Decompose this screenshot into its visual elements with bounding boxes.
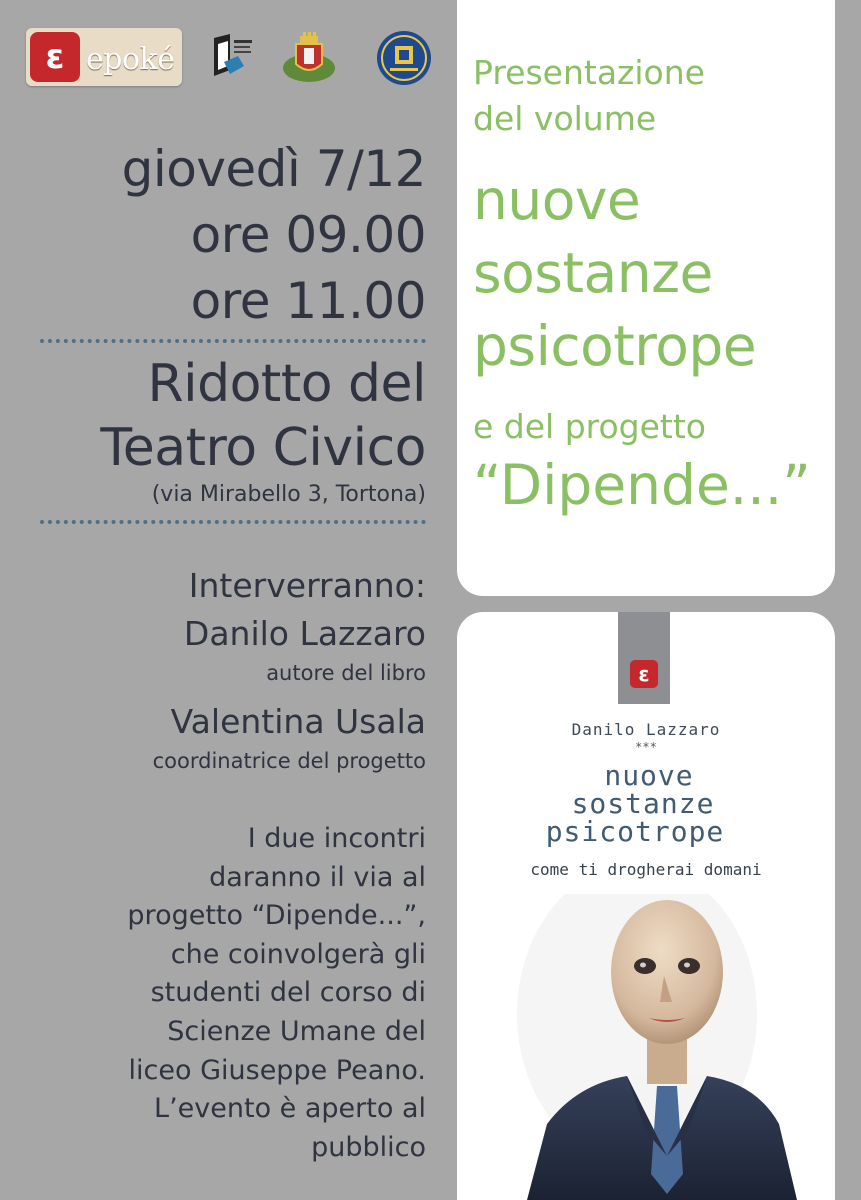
venue-address: (via Mirabello 3, Tortona) [151,482,426,507]
speaker-role: autore del libro [266,661,426,685]
book-title-line-2: sostanze [473,241,713,305]
event-date: giovedì 7/12 [121,140,426,198]
book-title [473,164,756,383]
description-line: I due incontri [247,823,426,854]
venue-line-1: Ridotto del [147,354,426,414]
event-venue [100,352,426,510]
speakers-heading: Interverranno: [188,566,426,605]
speakers-section [153,562,426,786]
book-title-line-1: nuove [473,168,641,232]
school-seal-icon [374,30,434,86]
event-description [6,820,426,1167]
cover-title-line-2: sostanze [571,787,715,820]
description-line: progetto “Dipende...”, [127,900,426,932]
project-intro: e del progetto [473,407,706,446]
announcement-card [457,0,835,596]
description-line: che coinvolgerà gli [170,938,426,970]
description-line: L’evento è aperto al [154,1093,426,1125]
cover-ribbon [618,612,670,704]
dotted-divider [40,520,426,524]
description-line: Scienze Umane del [167,1015,426,1047]
project-name: “Dipende...” [473,453,811,517]
description-line: daranno il via al [209,861,426,893]
dotted-divider [40,339,426,343]
book-title-line-3: psicotrope [473,314,757,378]
event-date-time [122,136,426,334]
city-crest-icon [278,30,340,86]
epoke-wordmark: epoké [86,42,175,77]
epoke-logo [26,28,182,86]
book-logo-icon [204,32,254,84]
speaker-role: coordinatrice del progetto [152,749,426,773]
intro-line-2: del volume [473,99,657,138]
cover-separator: *** [635,740,657,754]
cover-illustration [517,894,817,1200]
event-time-1: ore 09.00 [190,206,426,264]
cover-subtitle: come ti drogherai domani [530,860,762,879]
publisher-mark-icon: ε [630,660,658,688]
logo-bar [26,28,446,88]
description-line: pubblico [311,1131,426,1163]
intro-line-1: Presentazione [473,53,705,92]
announcement-intro [473,50,705,142]
venue-line-2: Teatro Civico [100,418,426,478]
event-time-2: ore 11.00 [190,272,426,330]
cover-title-line-1: nuove [604,759,694,792]
cover-author: Danilo Lazzaro [571,720,721,739]
cover-title [457,759,835,848]
description-line: liceo Giuseppe Peano. [128,1054,426,1086]
description-line: studenti del corso di [150,977,426,1009]
speaker-name: Danilo Lazzaro [183,614,426,653]
book-cover-card [457,612,835,1200]
epoke-mark: ε [30,32,80,82]
cover-title-line-3: psicotrope [545,815,725,848]
speaker-name: Valentina Usala [170,702,426,741]
